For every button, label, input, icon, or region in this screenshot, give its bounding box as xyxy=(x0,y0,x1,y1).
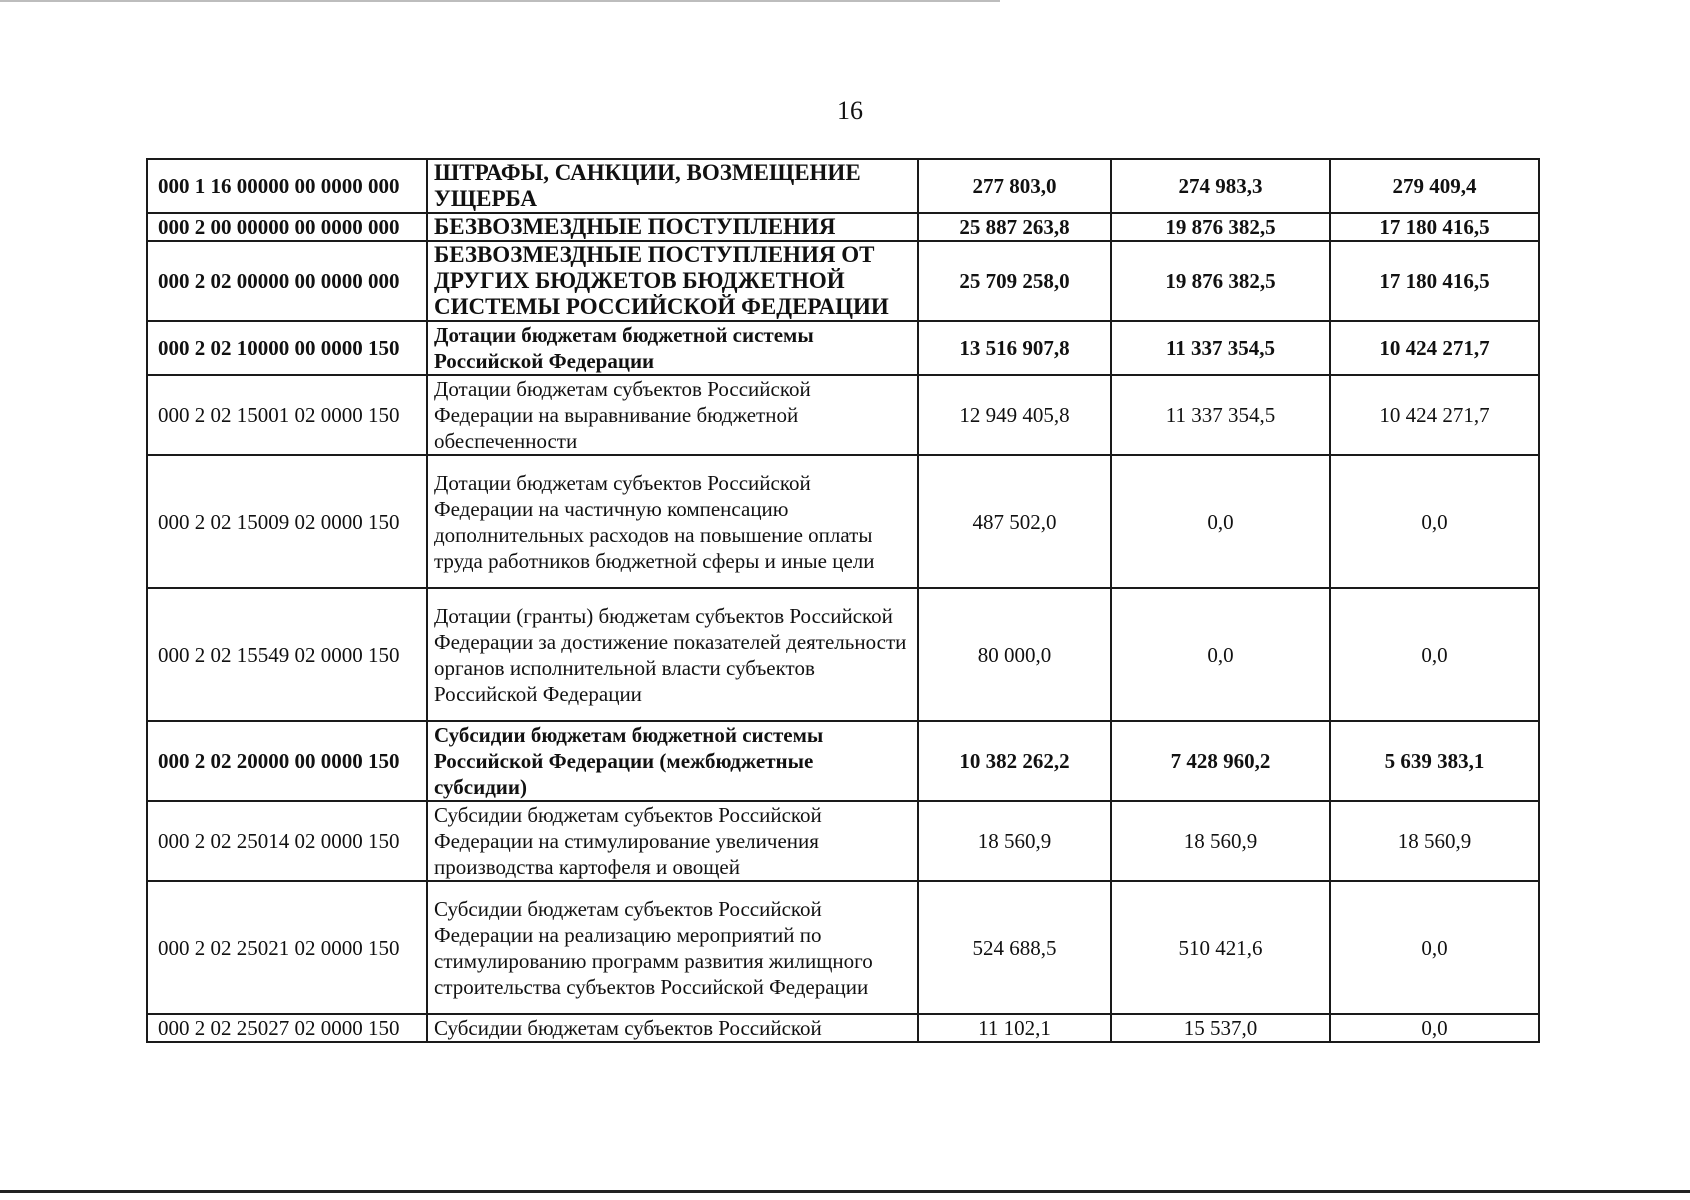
row-code: 000 2 02 25021 02 0000 150 xyxy=(147,881,427,1014)
row-value-3: 18 560,9 xyxy=(1330,801,1539,881)
row-value-3: 0,0 xyxy=(1330,1014,1539,1042)
table-row xyxy=(147,213,1539,241)
row-value-2: 19 876 382,5 xyxy=(1111,213,1330,241)
row-value-1: 10 382 262,2 xyxy=(918,721,1111,801)
row-code: 000 2 02 10000 00 0000 150 xyxy=(147,321,427,375)
row-name: БЕЗВОЗМЕЗДНЫЕ ПОСТУПЛЕНИЯ xyxy=(427,213,918,241)
row-value-1: 25 887 263,8 xyxy=(918,213,1111,241)
row-code: 000 2 02 20000 00 0000 150 xyxy=(147,721,427,801)
row-name: ШТРАФЫ, САНКЦИИ, ВОЗМЕЩЕНИЕ УЩЕРБА xyxy=(427,159,918,213)
row-value-1: 277 803,0 xyxy=(918,159,1111,213)
row-value-2: 11 337 354,5 xyxy=(1111,375,1330,455)
table-row xyxy=(147,1014,1539,1042)
row-name: Дотации бюджетам бюджетной системы Российской Федерации xyxy=(427,321,918,375)
row-name: Субсидии бюджетам субъектов Российской Федерации на реализацию мероприятий по стимулированию программ развития жилищного строительства субъектов Российской Федерации xyxy=(427,881,918,1014)
row-name: Дотации бюджетам субъектов Российской Федерации на выравнивание бюджетной обеспеченности xyxy=(427,375,918,455)
row-value-1: 12 949 405,8 xyxy=(918,375,1111,455)
row-code: 000 2 02 15549 02 0000 150 xyxy=(147,588,427,721)
row-name: Субсидии бюджетам субъектов Российской Федерации на стимулирование увеличения производства картофеля и овощей xyxy=(427,801,918,881)
table-row xyxy=(147,588,1539,721)
row-value-3: 10 424 271,7 xyxy=(1330,375,1539,455)
row-code: 000 1 16 00000 00 0000 000 xyxy=(147,159,427,213)
budget-table xyxy=(146,158,1540,1043)
page-number: 16 xyxy=(837,96,863,125)
row-value-2: 274 983,3 xyxy=(1111,159,1330,213)
row-value-3: 279 409,4 xyxy=(1330,159,1539,213)
table-row xyxy=(147,881,1539,1014)
row-name: Субсидии бюджетам субъектов Российской xyxy=(427,1014,918,1042)
row-value-3: 17 180 416,5 xyxy=(1330,241,1539,321)
row-code: 000 2 00 00000 00 0000 000 xyxy=(147,213,427,241)
row-code: 000 2 02 15001 02 0000 150 xyxy=(147,375,427,455)
row-value-3: 10 424 271,7 xyxy=(1330,321,1539,375)
table-row xyxy=(147,455,1539,588)
row-code: 000 2 02 25027 02 0000 150 xyxy=(147,1014,427,1042)
table-row xyxy=(147,241,1539,321)
row-value-3: 0,0 xyxy=(1330,455,1539,588)
bottom-rule xyxy=(0,1190,1690,1193)
row-value-2: 11 337 354,5 xyxy=(1111,321,1330,375)
row-value-2: 0,0 xyxy=(1111,588,1330,721)
row-value-1: 487 502,0 xyxy=(918,455,1111,588)
table-row xyxy=(147,801,1539,881)
row-value-3: 0,0 xyxy=(1330,588,1539,721)
row-name: Дотации (гранты) бюджетам субъектов Российской Федерации за достижение показателей деятельности органов исполнительной власти субъектов Российской Федерации xyxy=(427,588,918,721)
row-value-1: 13 516 907,8 xyxy=(918,321,1111,375)
row-value-1: 524 688,5 xyxy=(918,881,1111,1014)
table-row xyxy=(147,375,1539,455)
table-row xyxy=(147,721,1539,801)
row-value-3: 5 639 383,1 xyxy=(1330,721,1539,801)
row-code: 000 2 02 15009 02 0000 150 xyxy=(147,455,427,588)
row-code: 000 2 02 25014 02 0000 150 xyxy=(147,801,427,881)
row-value-1: 11 102,1 xyxy=(918,1014,1111,1042)
row-value-2: 510 421,6 xyxy=(1111,881,1330,1014)
row-name: Субсидии бюджетам бюджетной системы Российской Федерации (межбюджетные субсидии) xyxy=(427,721,918,801)
row-value-2: 15 537,0 xyxy=(1111,1014,1330,1042)
row-value-1: 18 560,9 xyxy=(918,801,1111,881)
row-value-2: 19 876 382,5 xyxy=(1111,241,1330,321)
row-name: Дотации бюджетам субъектов Российской Федерации на частичную компенсацию дополнительных расходов на повышение оплаты труда работников бюджетной сферы и иные цели xyxy=(427,455,918,588)
row-value-1: 25 709 258,0 xyxy=(918,241,1111,321)
row-value-3: 0,0 xyxy=(1330,881,1539,1014)
row-value-2: 7 428 960,2 xyxy=(1111,721,1330,801)
row-value-2: 0,0 xyxy=(1111,455,1330,588)
top-rule xyxy=(0,0,1000,2)
row-value-1: 80 000,0 xyxy=(918,588,1111,721)
row-value-2: 18 560,9 xyxy=(1111,801,1330,881)
table-row xyxy=(147,159,1539,213)
row-value-3: 17 180 416,5 xyxy=(1330,213,1539,241)
row-name: БЕЗВОЗМЕЗДНЫЕ ПОСТУПЛЕНИЯ ОТ ДРУГИХ БЮДЖЕТОВ БЮДЖЕТНОЙ СИСТЕМЫ РОССИЙСКОЙ ФЕДЕРАЦИИ xyxy=(427,241,918,321)
table-row xyxy=(147,321,1539,375)
row-code: 000 2 02 00000 00 0000 000 xyxy=(147,241,427,321)
